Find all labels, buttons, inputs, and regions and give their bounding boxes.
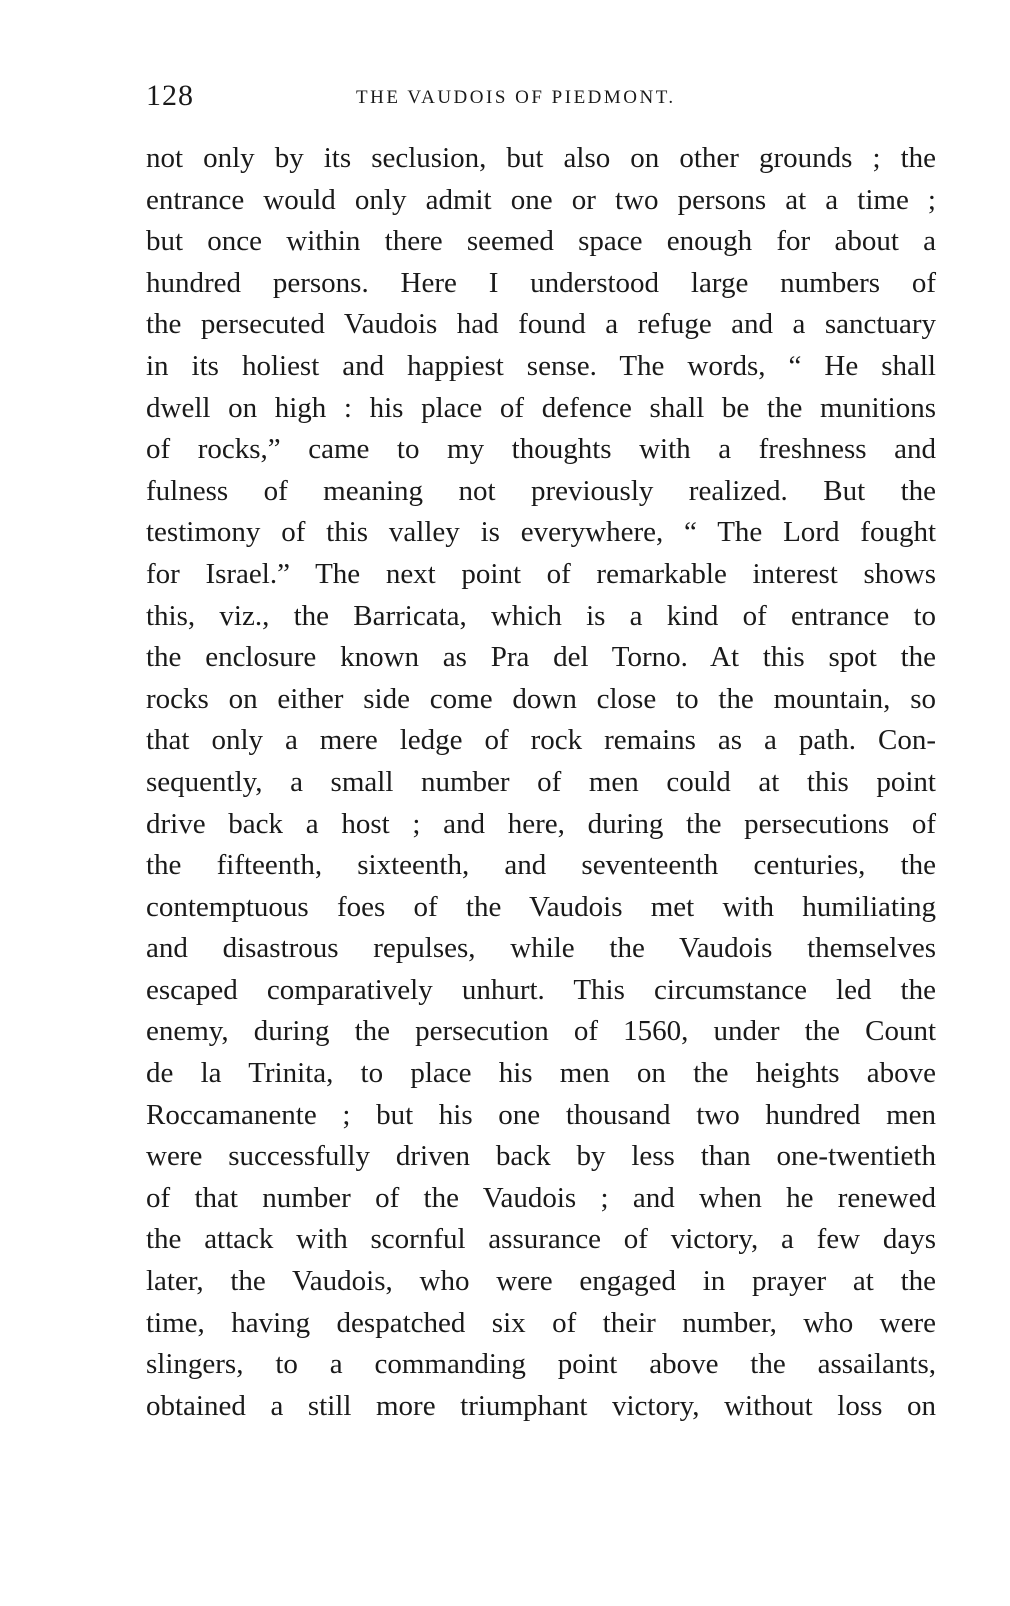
- text-line: rocks on either side come down close to the mountain, so: [146, 682, 936, 715]
- text-line: drive back a host ; and here, during the persecutions of: [146, 807, 936, 840]
- page-number: 128: [146, 79, 194, 112]
- text-line: enemy, during the persecution of 1560, under the Count: [146, 1015, 936, 1048]
- text-line: and disastrous repulses, while the Vaudois themselves: [146, 932, 936, 965]
- running-title: THE VAUDOIS OF PIEDMONT.: [356, 87, 676, 108]
- text-line: that only a mere ledge of rock remains as a path. Con-: [146, 724, 936, 757]
- text-line: this, viz., the Barricata, which is a kind of entrance to: [146, 599, 936, 632]
- body-text: [146, 138, 936, 1427]
- text-line: testimony of this valley is everywhere, “ The Lord fought: [146, 516, 936, 549]
- text-line: in its holiest and happiest sense. The words, “ He shall: [146, 349, 936, 382]
- text-line: slingers, to a commanding point above the assailants,: [146, 1348, 936, 1381]
- text-line: of rocks,” came to my thoughts with a freshness and: [146, 433, 936, 466]
- text-line: not only by its seclusion, but also on other grounds ; the: [146, 142, 936, 174]
- text-line: later, the Vaudois, who were engaged in prayer at the: [146, 1265, 936, 1298]
- text-line: dwell on high : his place of defence shall be the munitions: [146, 391, 936, 424]
- text-line: but once within there seemed space enough for about a: [146, 225, 936, 258]
- text-line: de la Trinita, to place his men on the heights above: [146, 1057, 936, 1090]
- text-line: the fifteenth, sixteenth, and seventeenth centuries, the: [146, 849, 936, 882]
- text-line: the attack with scornful assurance of victory, a few days: [146, 1223, 936, 1256]
- text-line: obtained a still more triumphant victory, without loss on: [146, 1389, 936, 1422]
- text-line: escaped comparatively unhurt. This circumstance led the: [146, 973, 936, 1006]
- text-line: of that number of the Vaudois ; and when he renewed: [146, 1181, 936, 1214]
- text-line: were successfully driven back by less than one-twentieth: [146, 1140, 936, 1173]
- text-line: hundred persons. Here I understood large numbers of: [146, 266, 936, 299]
- text-line: contemptuous foes of the Vaudois met with humiliating: [146, 890, 936, 923]
- running-head: [146, 76, 936, 116]
- text-line: entrance would only admit one or two persons at a time ;: [146, 183, 936, 216]
- text-line: for Israel.” The next point of remarkable interest shows: [146, 557, 936, 590]
- text-line: Roccamanente ; but his one thousand two hundred men: [146, 1098, 936, 1131]
- text-line: the enclosure known as Pra del Torno. At this spot the: [146, 641, 936, 674]
- text-line: time, having despatched six of their number, who were: [146, 1306, 936, 1339]
- text-line: fulness of meaning not previously realized. But the: [146, 474, 936, 507]
- text-line: sequently, a small number of men could at this point: [146, 765, 936, 798]
- text-line: the persecuted Vaudois had found a refuge and a sanctuary: [146, 308, 936, 341]
